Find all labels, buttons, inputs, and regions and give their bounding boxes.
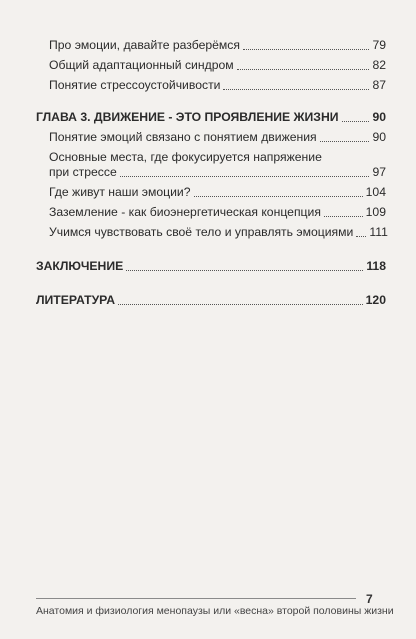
leader-dots	[320, 141, 370, 142]
toc-entry	[36, 205, 386, 220]
toc-entry-page: 82	[372, 58, 386, 72]
toc-entry-title: Где живут наши эмоции?	[49, 185, 191, 199]
toc-entry-page: 97	[372, 165, 386, 179]
toc-entry-page: 90	[372, 130, 386, 144]
toc-chapter	[36, 110, 386, 125]
toc-conclusion-page: 118	[366, 259, 386, 273]
toc-entry	[36, 78, 386, 93]
toc-entry-page: 79	[372, 38, 386, 52]
toc-entry	[36, 225, 386, 240]
leader-dots	[356, 236, 366, 237]
leader-dots	[342, 121, 370, 122]
leader-dots	[118, 304, 363, 305]
toc-entry	[36, 38, 386, 53]
leader-dots	[237, 69, 370, 70]
toc-entry-title: Общий адаптационный синдром	[49, 58, 234, 72]
leader-dots	[223, 89, 369, 90]
toc-chapter-page: 90	[372, 110, 386, 124]
toc-literature-title: ЛИТЕРАТУРА	[36, 293, 116, 307]
toc-literature-page: 120	[365, 293, 386, 307]
toc-entry-title-line2: при стрессе	[49, 165, 117, 179]
toc-conclusion-title: ЗАКЛЮЧЕНИЕ	[36, 259, 124, 273]
toc-entry-title: Про эмоции, давайте разберёмся	[49, 38, 240, 52]
toc-entry-multiline	[36, 150, 386, 165]
toc-entry-page: 109	[365, 205, 386, 219]
leader-dots	[126, 270, 363, 271]
toc-entry-title-line1: Основные места, где фокусируется напряжение	[49, 150, 322, 164]
toc-entry-page: 104	[365, 185, 386, 199]
page-number: 7	[366, 592, 373, 606]
toc-chapter-title: ГЛАВА 3. ДВИЖЕНИЕ - ЭТО ПРОЯВЛЕНИЕ ЖИЗНИ	[36, 110, 339, 124]
leader-dots	[324, 216, 363, 217]
toc-entry-page: 87	[372, 78, 386, 92]
leader-dots	[120, 176, 370, 177]
toc-entry	[36, 185, 386, 200]
leader-dots	[194, 196, 363, 197]
toc-entry	[36, 165, 386, 180]
toc-entry-title: Заземление - как биоэнергетическая концепция	[49, 205, 321, 219]
toc-entry-title: Учимся чувствовать своё тело и управлять эмоциями	[49, 225, 354, 239]
leader-dots	[243, 49, 369, 50]
toc-entry-title: Понятие стрессоустойчивости	[49, 78, 221, 92]
table-of-contents	[36, 38, 386, 313]
toc-conclusion	[36, 259, 386, 274]
toc-entry-page: 111	[369, 225, 388, 239]
toc-entry-title: Понятие эмоций связано с понятием движения	[49, 130, 317, 144]
running-footer: Анатомия и физиология менопаузы или «весна» второй половины жизни	[36, 598, 356, 617]
toc-entry	[36, 58, 386, 73]
toc-literature	[36, 293, 386, 308]
toc-entry	[36, 130, 386, 145]
